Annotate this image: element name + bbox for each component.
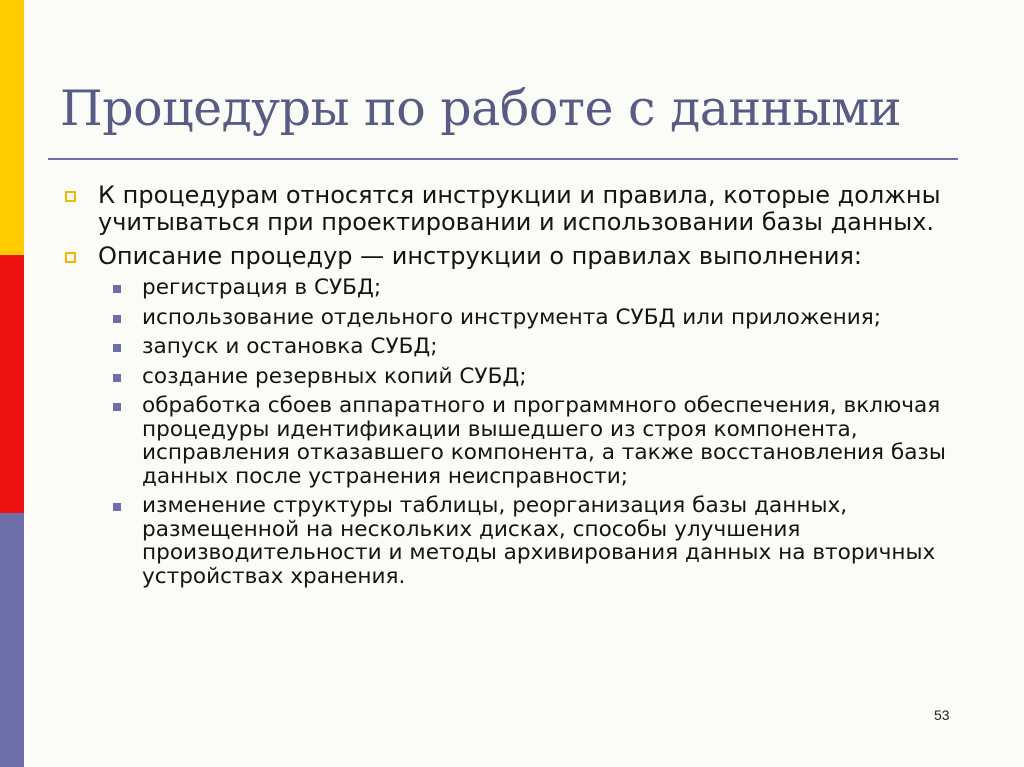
- side-bar-red: [0, 255, 24, 513]
- sub-bullet-text: изменение структуры таблицы, реорганизация базы данных, размещенной на нескольких дисках, способы улучшения производительности и методы архивирования данных на вторичных устройствах хранения.: [142, 493, 936, 589]
- filled-square-bullet-icon: [113, 503, 121, 511]
- sub-bullet-text: использование отдельного инструмента СУБД или приложения;: [142, 304, 882, 330]
- filled-square-bullet-icon: [113, 285, 121, 293]
- sub-bullet-text: обработка сбоев аппаратного и программного обеспечения, включая процедуры идентификации вышедшего из строя компонента, исправления отказавшего компонента, а также восстановления базы данных после устранения неисправности;: [142, 393, 946, 489]
- title-underline: [48, 158, 958, 160]
- bullet-item-procedures-description: [63, 243, 983, 588]
- sub-bullet-item: [98, 365, 983, 389]
- side-bar-yellow: [0, 0, 24, 255]
- bullet-text: К процедурам относятся инструкции и правила, которые должны учитываться при проектировании и использовании базы данных.: [98, 181, 941, 236]
- page-number: 53: [934, 707, 950, 723]
- sub-bullet-text: регистрация в СУБД;: [142, 275, 382, 300]
- sub-bullet-item: [98, 276, 983, 300]
- filled-square-bullet-icon: [113, 315, 121, 323]
- sub-bullet-list: [98, 276, 983, 588]
- sub-bullet-item: [98, 335, 983, 359]
- filled-square-bullet-icon: [113, 403, 121, 411]
- side-bar-purple: [0, 513, 24, 767]
- sub-bullet-item: [98, 394, 983, 488]
- bullet-list: [63, 182, 983, 595]
- filled-square-bullet-icon: [113, 374, 121, 382]
- filled-square-bullet-icon: [113, 344, 121, 352]
- bullet-text: Описание процедур — инструкции о правилах выполнения:: [98, 242, 862, 270]
- bullet-item-procedures-definition: [63, 182, 983, 236]
- slide-title: Процедуры по работе с данными: [60, 80, 902, 137]
- hollow-square-bullet-icon: [65, 252, 76, 263]
- sub-bullet-text: создание резервных копий СУБД;: [142, 363, 527, 389]
- sub-bullet-item: [98, 306, 983, 330]
- hollow-square-bullet-icon: [65, 191, 76, 202]
- sub-bullet-text: запуск и остановка СУБД;: [142, 334, 438, 359]
- sub-bullet-item: [98, 494, 983, 588]
